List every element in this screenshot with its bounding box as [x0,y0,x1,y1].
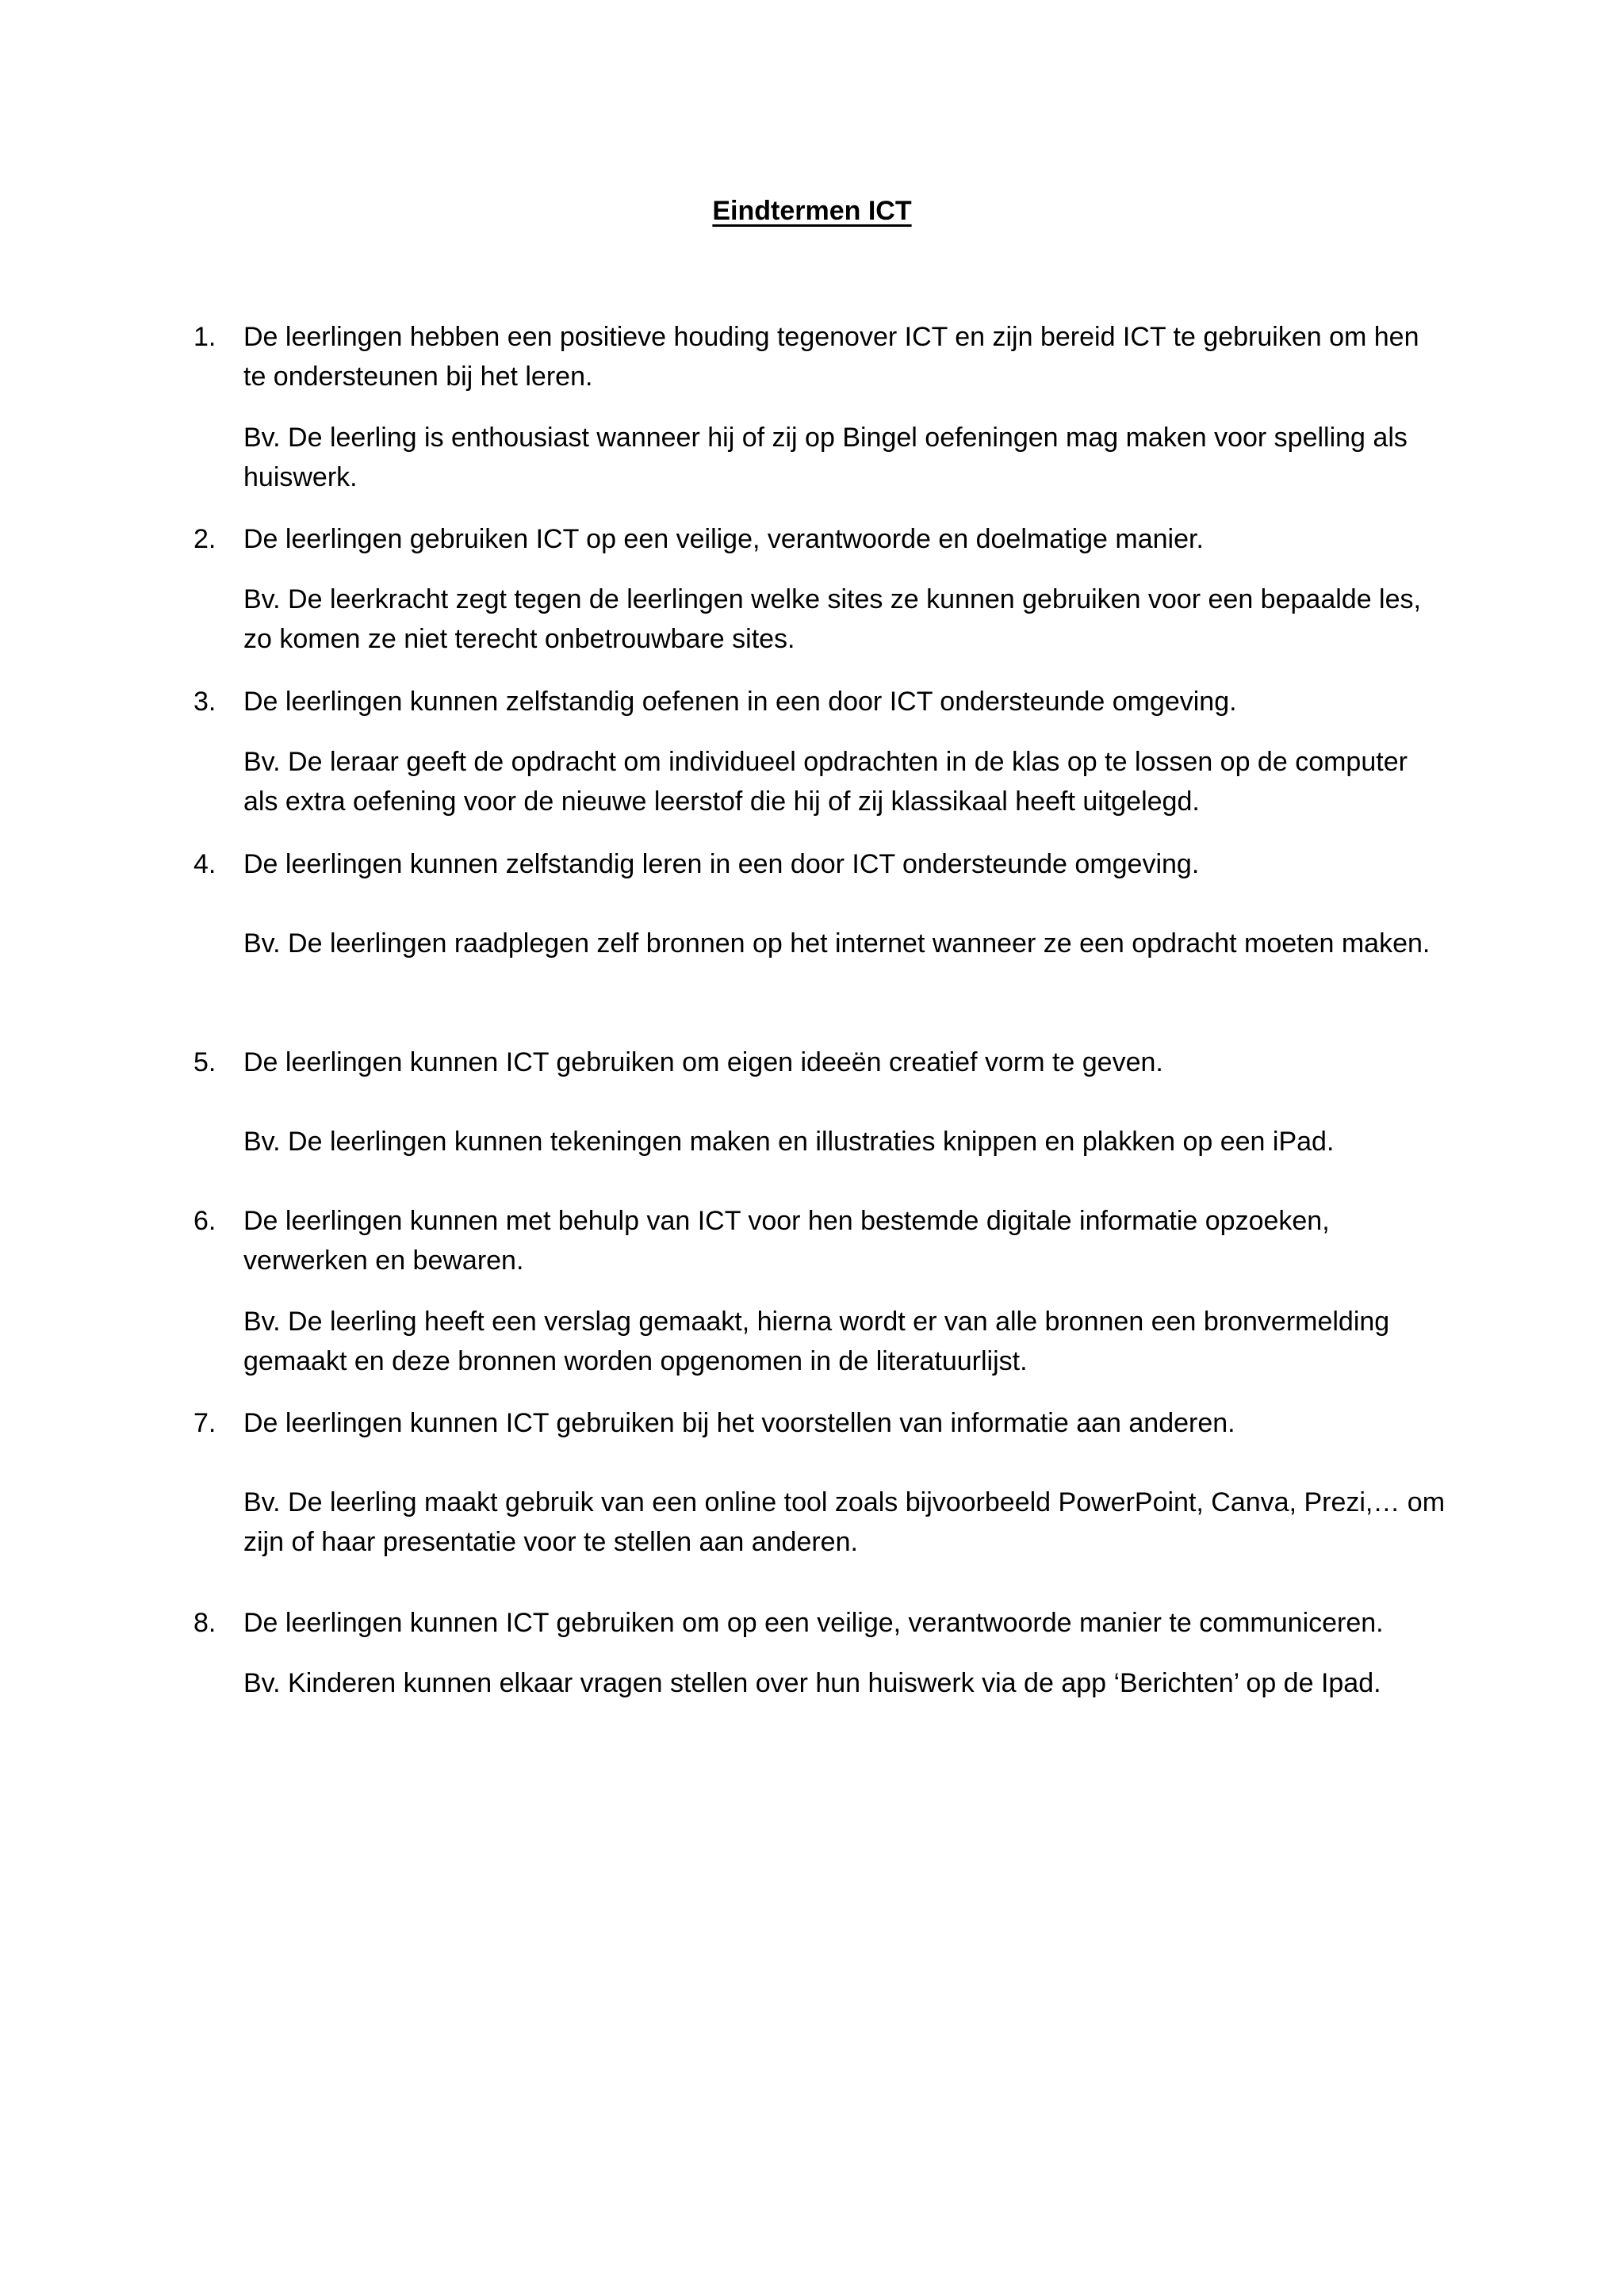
item-example: Bv. De leerkracht zegt tegen de leerlingen welke sites ze kunnen gebruiken voor een bepaalde les, zo komen ze niet terecht onbetrouwbare sites. [243,584,1421,654]
item-statement: De leerlingen kunnen zelfstandig leren in een door ICT ondersteunde omgeving. [243,849,1200,879]
item-number: 7. [193,1408,216,1438]
item-statement: De leerlingen kunnen met behulp van ICT voor hen bestemde digitale informatie opzoeken, verwerken en bewaren. [243,1206,1330,1276]
item-statement: De leerlingen kunnen zelfstandig oefenen in een door ICT ondersteunde omgeving. [243,687,1237,717]
item-number: 5. [193,1047,216,1077]
item-example: Bv. De leerling is enthousiast wanneer hij of zij op Bingel oefeningen mag maken voor spelling als huiswerk. [243,423,1408,492]
item-example: Bv. De leerling maakt gebruik van een online tool zoals bijvoorbeeld PowerPoint, Canva, Prezi,… om zijn of haar presentatie voor te stellen aan anderen. [243,1487,1446,1557]
item-number: 4. [193,849,216,879]
item-statement: De leerlingen gebruiken ICT op een veilige, verantwoorde en doelmatige manier. [243,524,1204,554]
item-number: 2. [193,524,216,554]
item-statement: De leerlingen kunnen ICT gebruiken om eigen ideeën creatief vorm te geven. [243,1047,1163,1077]
item-example: Bv. De leerlingen raadplegen zelf bronnen op het internet wanneer ze een opdracht moeten maken. [243,928,1431,959]
item-number: 1. [193,322,216,352]
item-number: 6. [193,1206,216,1236]
item-statement: De leerlingen kunnen ICT gebruiken bij het voorstellen van informatie aan anderen. [243,1408,1235,1438]
item-example: Bv. Kinderen kunnen elkaar vragen stellen over hun huiswerk via de app ‘Berichten’ op de Ipad. [243,1668,1381,1698]
item-number: 8. [193,1608,216,1638]
item-number: 3. [193,687,216,717]
item-example: Bv. De leerling heeft een verslag gemaakt, hierna wordt er van alle bronnen een bronvermelding gemaakt en deze bronnen worden opgenomen in de literatuurlijst. [243,1307,1390,1376]
item-statement: De leerlingen kunnen ICT gebruiken om op een veilige, verantwoorde manier te communiceren. [243,1608,1384,1638]
document-title: Eindtermen ICT [712,196,912,226]
item-statement: De leerlingen hebben een positieve houding tegenover ICT en zijn bereid ICT te gebruiken om hen te ondersteunen bij het leren. [243,322,1419,392]
item-example: Bv. De leerlingen kunnen tekeningen maken en illustraties knippen en plakken op een iPad. [243,1127,1335,1157]
item-example: Bv. De leraar geeft de opdracht om individueel opdrachten in de klas op te lossen op de computer als extra oefening voor de nieuwe leerstof die hij of zij klassikaal heeft uitgelegd. [243,747,1408,817]
